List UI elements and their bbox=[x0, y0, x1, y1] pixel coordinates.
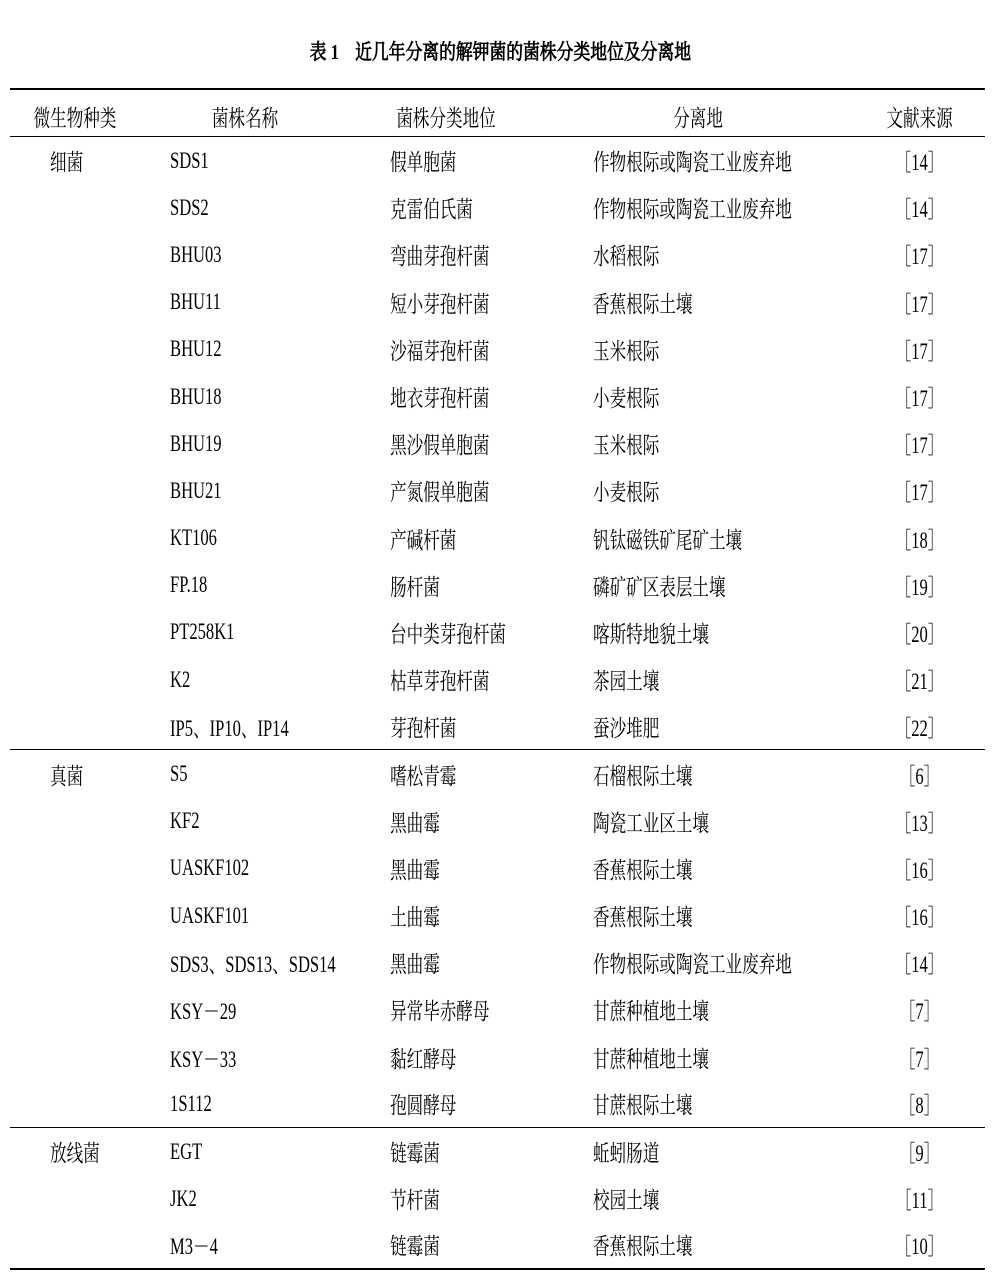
taxonomic-status: 嗜松青霉 bbox=[390, 763, 457, 789]
table-row bbox=[10, 1222, 985, 1269]
strain-name: KT106 bbox=[170, 525, 217, 551]
reference: ［14］ bbox=[894, 952, 945, 978]
taxonomic-status: 产氮假单胞菌 bbox=[390, 480, 490, 506]
table-row bbox=[10, 184, 985, 231]
isolation-site: 磷矿矿区表层土壤 bbox=[593, 574, 726, 600]
strain-name: FP.18 bbox=[170, 572, 208, 598]
strain-name: KSY－29 bbox=[170, 999, 237, 1025]
reference: ［17］ bbox=[894, 386, 945, 412]
isolation-site: 石榴根际土壤 bbox=[593, 763, 693, 789]
table-row bbox=[10, 231, 985, 278]
taxonomic-status: 克雷伯氏菌 bbox=[390, 197, 473, 223]
taxonomic-status: 黑曲霉 bbox=[390, 857, 440, 883]
isolation-site: 香蕉根际土壤 bbox=[593, 1234, 693, 1260]
reference: ［16］ bbox=[894, 905, 945, 931]
table-row bbox=[10, 562, 985, 609]
table-row bbox=[10, 373, 985, 420]
table-row bbox=[10, 1128, 985, 1175]
reference: ［6］ bbox=[898, 763, 941, 789]
reference: ［17］ bbox=[894, 291, 945, 317]
isolation-site: 蚕沙堆肥 bbox=[593, 715, 660, 741]
isolation-site: 作物根际或陶瓷工业废弃地 bbox=[593, 197, 792, 223]
taxonomic-status: 黑沙假单胞菌 bbox=[390, 433, 490, 459]
reference: ［19］ bbox=[894, 574, 945, 600]
table-title-text: 近几年分离的解钾菌的菌株分类地位及分离地 bbox=[354, 40, 691, 64]
strain-name: JK2 bbox=[170, 1185, 197, 1211]
strain-name: UASKF101 bbox=[170, 902, 250, 928]
table-row bbox=[10, 609, 985, 656]
isolation-site: 茶园土壤 bbox=[593, 669, 660, 695]
strain-name: BHU12 bbox=[170, 336, 222, 362]
strain-name: EGT bbox=[170, 1138, 203, 1164]
isolation-site: 校园土壤 bbox=[593, 1188, 660, 1214]
taxonomic-status: 黑曲霉 bbox=[390, 952, 440, 978]
isolation-site: 玉米根际 bbox=[593, 338, 660, 364]
table-row bbox=[10, 750, 985, 797]
table-row bbox=[10, 986, 985, 1033]
isolation-site: 作物根际或陶瓷工业废弃地 bbox=[593, 952, 792, 978]
table-row bbox=[10, 1175, 985, 1222]
reference: ［8］ bbox=[898, 1093, 941, 1119]
taxonomic-status: 台中类芽孢杆菌 bbox=[390, 621, 506, 647]
taxonomic-status: 异常毕赤酵母 bbox=[390, 999, 490, 1025]
strain-name: BHU21 bbox=[170, 477, 222, 503]
reference: ［17］ bbox=[894, 433, 945, 459]
strain-name: M3－4 bbox=[170, 1234, 218, 1260]
isolation-site: 甘蔗种植地土壤 bbox=[593, 1046, 709, 1072]
taxonomic-status: 黑曲霉 bbox=[390, 810, 440, 836]
reference: ［14］ bbox=[894, 150, 945, 176]
isolation-site: 钒钛磁铁矿尾矿土壤 bbox=[593, 527, 743, 553]
strain-name: BHU18 bbox=[170, 383, 222, 409]
reference: ［21］ bbox=[894, 669, 945, 695]
header-taxonomic-status: 菌株分类地位 bbox=[396, 105, 496, 131]
isolation-site: 香蕉根际土壤 bbox=[593, 857, 693, 883]
table-row bbox=[10, 467, 985, 514]
taxonomic-status: 链霉菌 bbox=[390, 1141, 440, 1167]
taxonomic-status: 沙福芽孢杆菌 bbox=[390, 338, 490, 364]
isolation-site: 香蕉根际土壤 bbox=[593, 905, 693, 931]
table-label: 表 1 bbox=[309, 40, 339, 64]
strain-name: S5 bbox=[170, 761, 188, 787]
isolation-site: 作物根际或陶瓷工业废弃地 bbox=[593, 150, 792, 176]
isolation-site: 蚯蚓肠道 bbox=[593, 1141, 660, 1167]
taxonomic-status: 肠杆菌 bbox=[390, 574, 440, 600]
taxonomic-status: 枯草芽孢杆菌 bbox=[390, 669, 490, 695]
taxonomic-status: 产碱杆菌 bbox=[390, 527, 457, 553]
reference: ［16］ bbox=[894, 857, 945, 883]
header-reference: 文献来源 bbox=[886, 105, 953, 131]
table-row bbox=[10, 515, 985, 562]
strain-name: KF2 bbox=[170, 808, 200, 834]
taxonomic-status: 节杆菌 bbox=[390, 1188, 440, 1214]
strain-table bbox=[10, 88, 985, 1270]
taxonomic-status: 土曲霉 bbox=[390, 905, 440, 931]
isolation-site: 甘蔗种植地土壤 bbox=[593, 999, 709, 1025]
isolation-site: 小麦根际 bbox=[593, 480, 660, 506]
strain-name: KSY－33 bbox=[170, 1046, 237, 1072]
reference: ［13］ bbox=[894, 810, 945, 836]
strain-name: IP5、IP10、IP14 bbox=[170, 715, 289, 741]
strain-name: BHU11 bbox=[170, 289, 221, 315]
reference: ［9］ bbox=[898, 1141, 941, 1167]
table-row bbox=[10, 326, 985, 373]
taxonomic-status: 链霉菌 bbox=[390, 1234, 440, 1260]
taxonomic-status: 孢圆酵母 bbox=[390, 1093, 457, 1119]
category-cell: 细菌 bbox=[50, 150, 84, 176]
header-category: 微生物种类 bbox=[33, 105, 117, 131]
table-row bbox=[10, 1081, 985, 1128]
header-isolation-site: 分离地 bbox=[673, 105, 723, 131]
isolation-site: 玉米根际 bbox=[593, 433, 660, 459]
strain-name: K2 bbox=[170, 666, 191, 692]
strain-name: UASKF102 bbox=[170, 855, 250, 881]
reference: ［7］ bbox=[898, 1046, 941, 1072]
isolation-site: 小麦根际 bbox=[593, 386, 660, 412]
table-title bbox=[0, 37, 1000, 67]
taxonomic-status: 弯曲芽孢杆菌 bbox=[390, 244, 490, 270]
reference: ［10］ bbox=[894, 1234, 945, 1260]
isolation-site: 水稻根际 bbox=[593, 244, 660, 270]
category-cell: 放线菌 bbox=[50, 1141, 100, 1167]
strain-name: SDS1 bbox=[170, 147, 209, 173]
strain-name: BHU03 bbox=[170, 241, 222, 267]
reference: ［18］ bbox=[894, 527, 945, 553]
reference: ［17］ bbox=[894, 480, 945, 506]
isolation-site: 陶瓷工业区土壤 bbox=[593, 810, 709, 836]
taxonomic-status: 地衣芽孢杆菌 bbox=[390, 386, 490, 412]
reference: ［14］ bbox=[894, 197, 945, 223]
reference: ［17］ bbox=[894, 338, 945, 364]
table-row bbox=[10, 1034, 985, 1081]
table-row bbox=[10, 798, 985, 845]
category-cell: 真菌 bbox=[50, 763, 84, 789]
strain-name: BHU19 bbox=[170, 430, 222, 456]
table-row bbox=[10, 279, 985, 326]
reference: ［17］ bbox=[894, 244, 945, 270]
table-row bbox=[10, 845, 985, 892]
strain-name: 1S112 bbox=[170, 1090, 212, 1116]
taxonomic-status: 假单胞菌 bbox=[390, 150, 457, 176]
taxonomic-status: 黏红酵母 bbox=[390, 1046, 457, 1072]
table-row bbox=[10, 703, 985, 750]
strain-name: SDS3、SDS13、SDS14 bbox=[170, 952, 336, 978]
table-row bbox=[10, 892, 985, 939]
header-strain-name: 菌株名称 bbox=[211, 105, 279, 131]
strain-name: PT258K1 bbox=[170, 619, 235, 645]
isolation-site: 香蕉根际土壤 bbox=[593, 291, 693, 317]
table-caption bbox=[309, 37, 690, 67]
table-row bbox=[10, 939, 985, 986]
strain-name: SDS2 bbox=[170, 194, 209, 220]
reference: ［11］ bbox=[894, 1188, 945, 1214]
isolation-site: 喀斯特地貌土壤 bbox=[593, 621, 709, 647]
reference: ［7］ bbox=[898, 999, 941, 1025]
table-row bbox=[10, 420, 985, 467]
header-row bbox=[10, 90, 985, 137]
isolation-site: 甘蔗根际土壤 bbox=[593, 1093, 693, 1119]
table-row bbox=[10, 137, 985, 184]
table-row bbox=[10, 656, 985, 703]
reference: ［22］ bbox=[894, 715, 945, 741]
reference: ［20］ bbox=[894, 621, 945, 647]
taxonomic-status: 短小芽孢杆菌 bbox=[390, 291, 490, 317]
taxonomic-status: 芽孢杆菌 bbox=[390, 715, 457, 741]
